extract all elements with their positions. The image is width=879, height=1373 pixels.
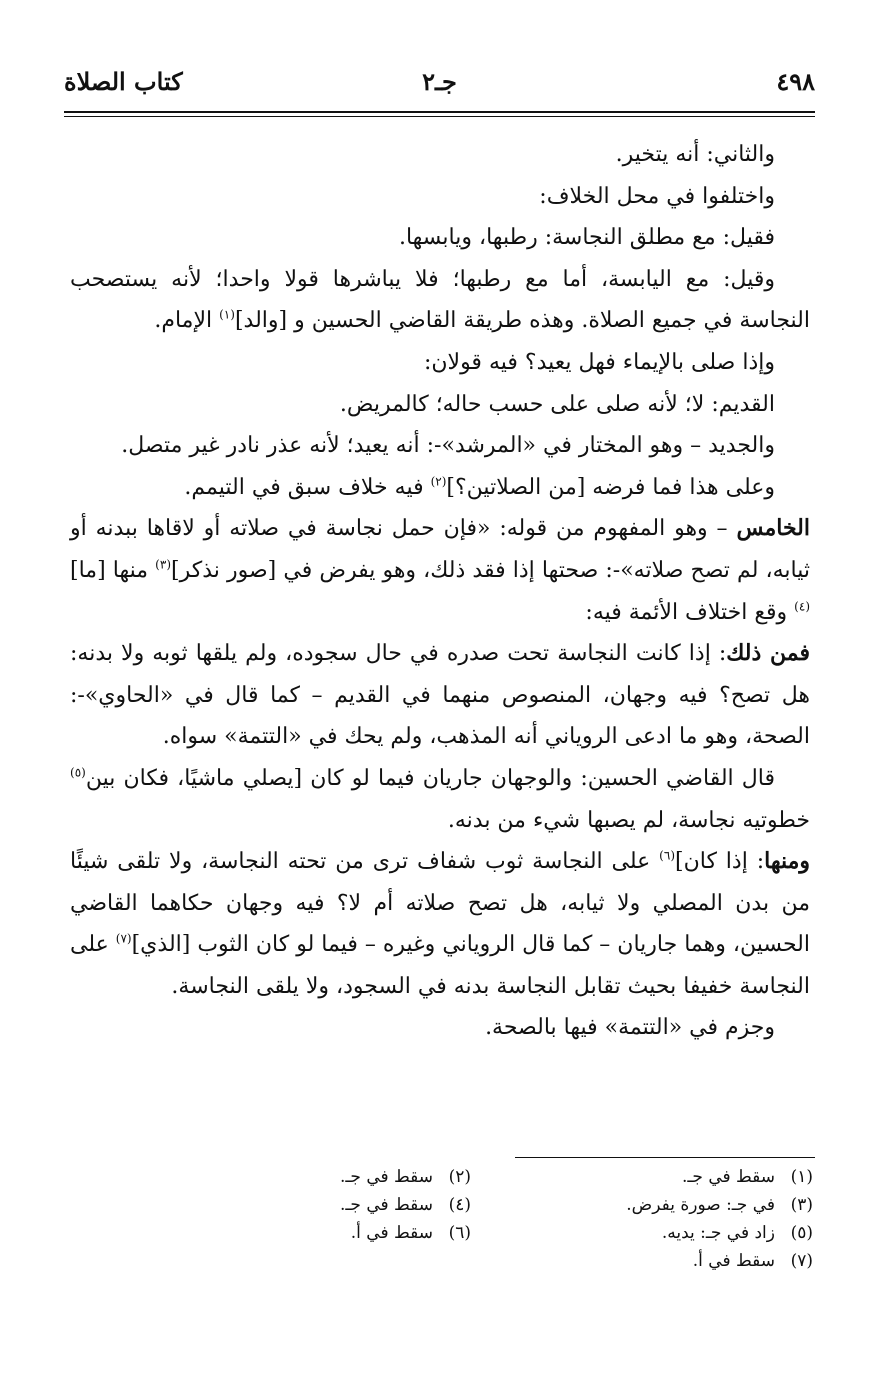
- text-run: واختلفوا في محل الخلاف:: [539, 183, 775, 209]
- footnote-number: (٤): [448, 1195, 471, 1215]
- footnote: [340, 1219, 471, 1247]
- paragraph: [70, 342, 810, 384]
- footnote: [626, 1247, 813, 1275]
- text-run: والجديد – وهو المختار في «المرشد»-: أنه يعيد؛ لأنه عذر نادر غير متصل.: [121, 433, 775, 459]
- footnote: [626, 1219, 813, 1247]
- footnote-number: (٣): [790, 1195, 813, 1215]
- section-lead: فمن ذلك: [726, 640, 810, 667]
- footnote-ref: (٢): [430, 474, 447, 489]
- paragraph: [70, 508, 810, 633]
- footnote-text: سقط في جـ.: [340, 1195, 433, 1215]
- footnote-number: (٧): [790, 1251, 813, 1271]
- header-rule-thin: [64, 116, 815, 117]
- footnote-ref: (٣): [155, 557, 171, 572]
- footnote-ref: (٧): [115, 931, 132, 946]
- text-run: وعلى هذا فما فرضه [من الصلاتين؟]: [446, 474, 775, 500]
- footnotes-column-right: [626, 1163, 813, 1275]
- text-run: والثاني: أنه يتخير.: [615, 142, 775, 167]
- text-run: قال القاضي الحسين: والوجهان جاريان فيما لو كان [يصلي ماشيًا، فكان بين: [85, 765, 775, 791]
- text-run: الإمام.: [154, 308, 220, 334]
- text-run: : إذا كانت النجاسة تحت صدره في حال سجوده، ولم يلقها ثوبه ولا بدنه: هل تصح؟ فيه وجهان، المنصوص منهما في القديم – كما قال في «الحاوي»-: الصحة، وهو ما ادعى الروياني أنه المذهب، ولم يحك في «التتمة» سواه.: [70, 641, 810, 750]
- text-run: : إذا كان]: [675, 849, 765, 875]
- text-run: وإذا صلى بالإيماء فهل يعيد؟ فيه قولان:: [423, 349, 775, 375]
- footnote: [626, 1191, 813, 1219]
- paragraph: [70, 384, 810, 426]
- paragraph: [70, 176, 810, 218]
- text-run: منها [ما]: [70, 557, 156, 583]
- footnotes-column-left: [340, 1163, 471, 1247]
- section-lead: الخامس: [736, 515, 810, 542]
- footnote: [340, 1191, 471, 1219]
- footnote-separator: [515, 1157, 815, 1158]
- footnote-ref: (٤): [794, 599, 810, 614]
- footnote-number: (٥): [790, 1223, 813, 1243]
- text-run: فقيل: مع مطلق النجاسة: رطبها، ويابسها.: [398, 225, 775, 251]
- header-rule-thick: [64, 111, 815, 113]
- paragraph: [70, 467, 810, 509]
- paragraph: [70, 841, 810, 1007]
- footnote-text: سقط في أ.: [692, 1251, 775, 1271]
- footnote-ref: (٦): [659, 848, 675, 863]
- paragraph: [70, 217, 810, 259]
- text-run: على النجاسة خفيفا بحيث تقابل النجاسة بدنه في السجود، ولا يلقى النجاسة.: [70, 932, 810, 999]
- text-run: فيه خلاف سبق في التيمم.: [184, 474, 431, 500]
- paragraph: [70, 633, 810, 758]
- paragraph: [70, 758, 810, 841]
- paragraph: [70, 134, 810, 176]
- footnote-number: (١): [790, 1167, 813, 1187]
- footnote-number: (٢): [448, 1167, 471, 1187]
- footnote: [340, 1163, 471, 1191]
- page-number: ٤٩٨: [776, 67, 815, 96]
- paragraph: [70, 259, 810, 342]
- volume-label: جـ٢: [422, 67, 457, 96]
- book-title: كتاب الصلاة: [64, 67, 183, 96]
- footnote-ref: (١): [219, 308, 235, 323]
- paragraph: [70, 425, 810, 467]
- text-run: وجزم في «التتمة» فيها بالصحة.: [485, 1015, 775, 1041]
- footnote-text: في جـ: صورة يفرض.: [626, 1195, 775, 1215]
- text-run: – وهو المفهوم من قوله: «فإن حمل نجاسة في صلاته أو لاقاها ببدنه أو ثيابه، لم تصح صلاته»-: صحتها إذا فقد ذلك، وهو يفرض في [صور نذكر]: [70, 516, 811, 583]
- footnote: [626, 1163, 813, 1191]
- footnote-text: سقط في جـ.: [682, 1167, 775, 1187]
- text-run: وقع اختلاف الأئمة فيه:: [585, 599, 795, 625]
- footnote-ref: (٥): [70, 765, 86, 780]
- paragraph: [70, 1007, 810, 1049]
- text-run: وقيل: مع اليابسة، أما مع رطبها؛ فلا يباشرها قولا واحدا؛ لأنه يستصحب النجاسة في جميع الصلاة. وهذه طريقة القاضي الحسين و [والد]: [70, 266, 810, 334]
- main-text: [70, 134, 810, 1049]
- footnote-number: (٦): [448, 1223, 471, 1243]
- page-header: [64, 62, 815, 102]
- section-lead: ومنها: [764, 848, 810, 875]
- text-run: خطوتيه نجاسة، لم يصبها شيء من بدنه.: [447, 807, 810, 833]
- text-run: على النجاسة ثوب شفاف ترى من تحته النجاسة، ولا تلقى شيئًا من بدن المصلي ولا ثيابه، هل تصح صلاته أم لا؟ فيه وجهان حكاهما القاضي الحسين، وهما جاريان – كما قال الروياني وغيره – فيما لو كان الثوب [الذي]: [70, 849, 810, 958]
- footnote-text: سقط في أ.: [350, 1223, 433, 1243]
- footnote-text: سقط في جـ.: [340, 1167, 433, 1187]
- footnote-text: زاد في جـ: يديه.: [661, 1223, 775, 1243]
- text-run: القديم: لا؛ لأنه صلى على حسب حاله؛ كالمريض.: [339, 391, 775, 417]
